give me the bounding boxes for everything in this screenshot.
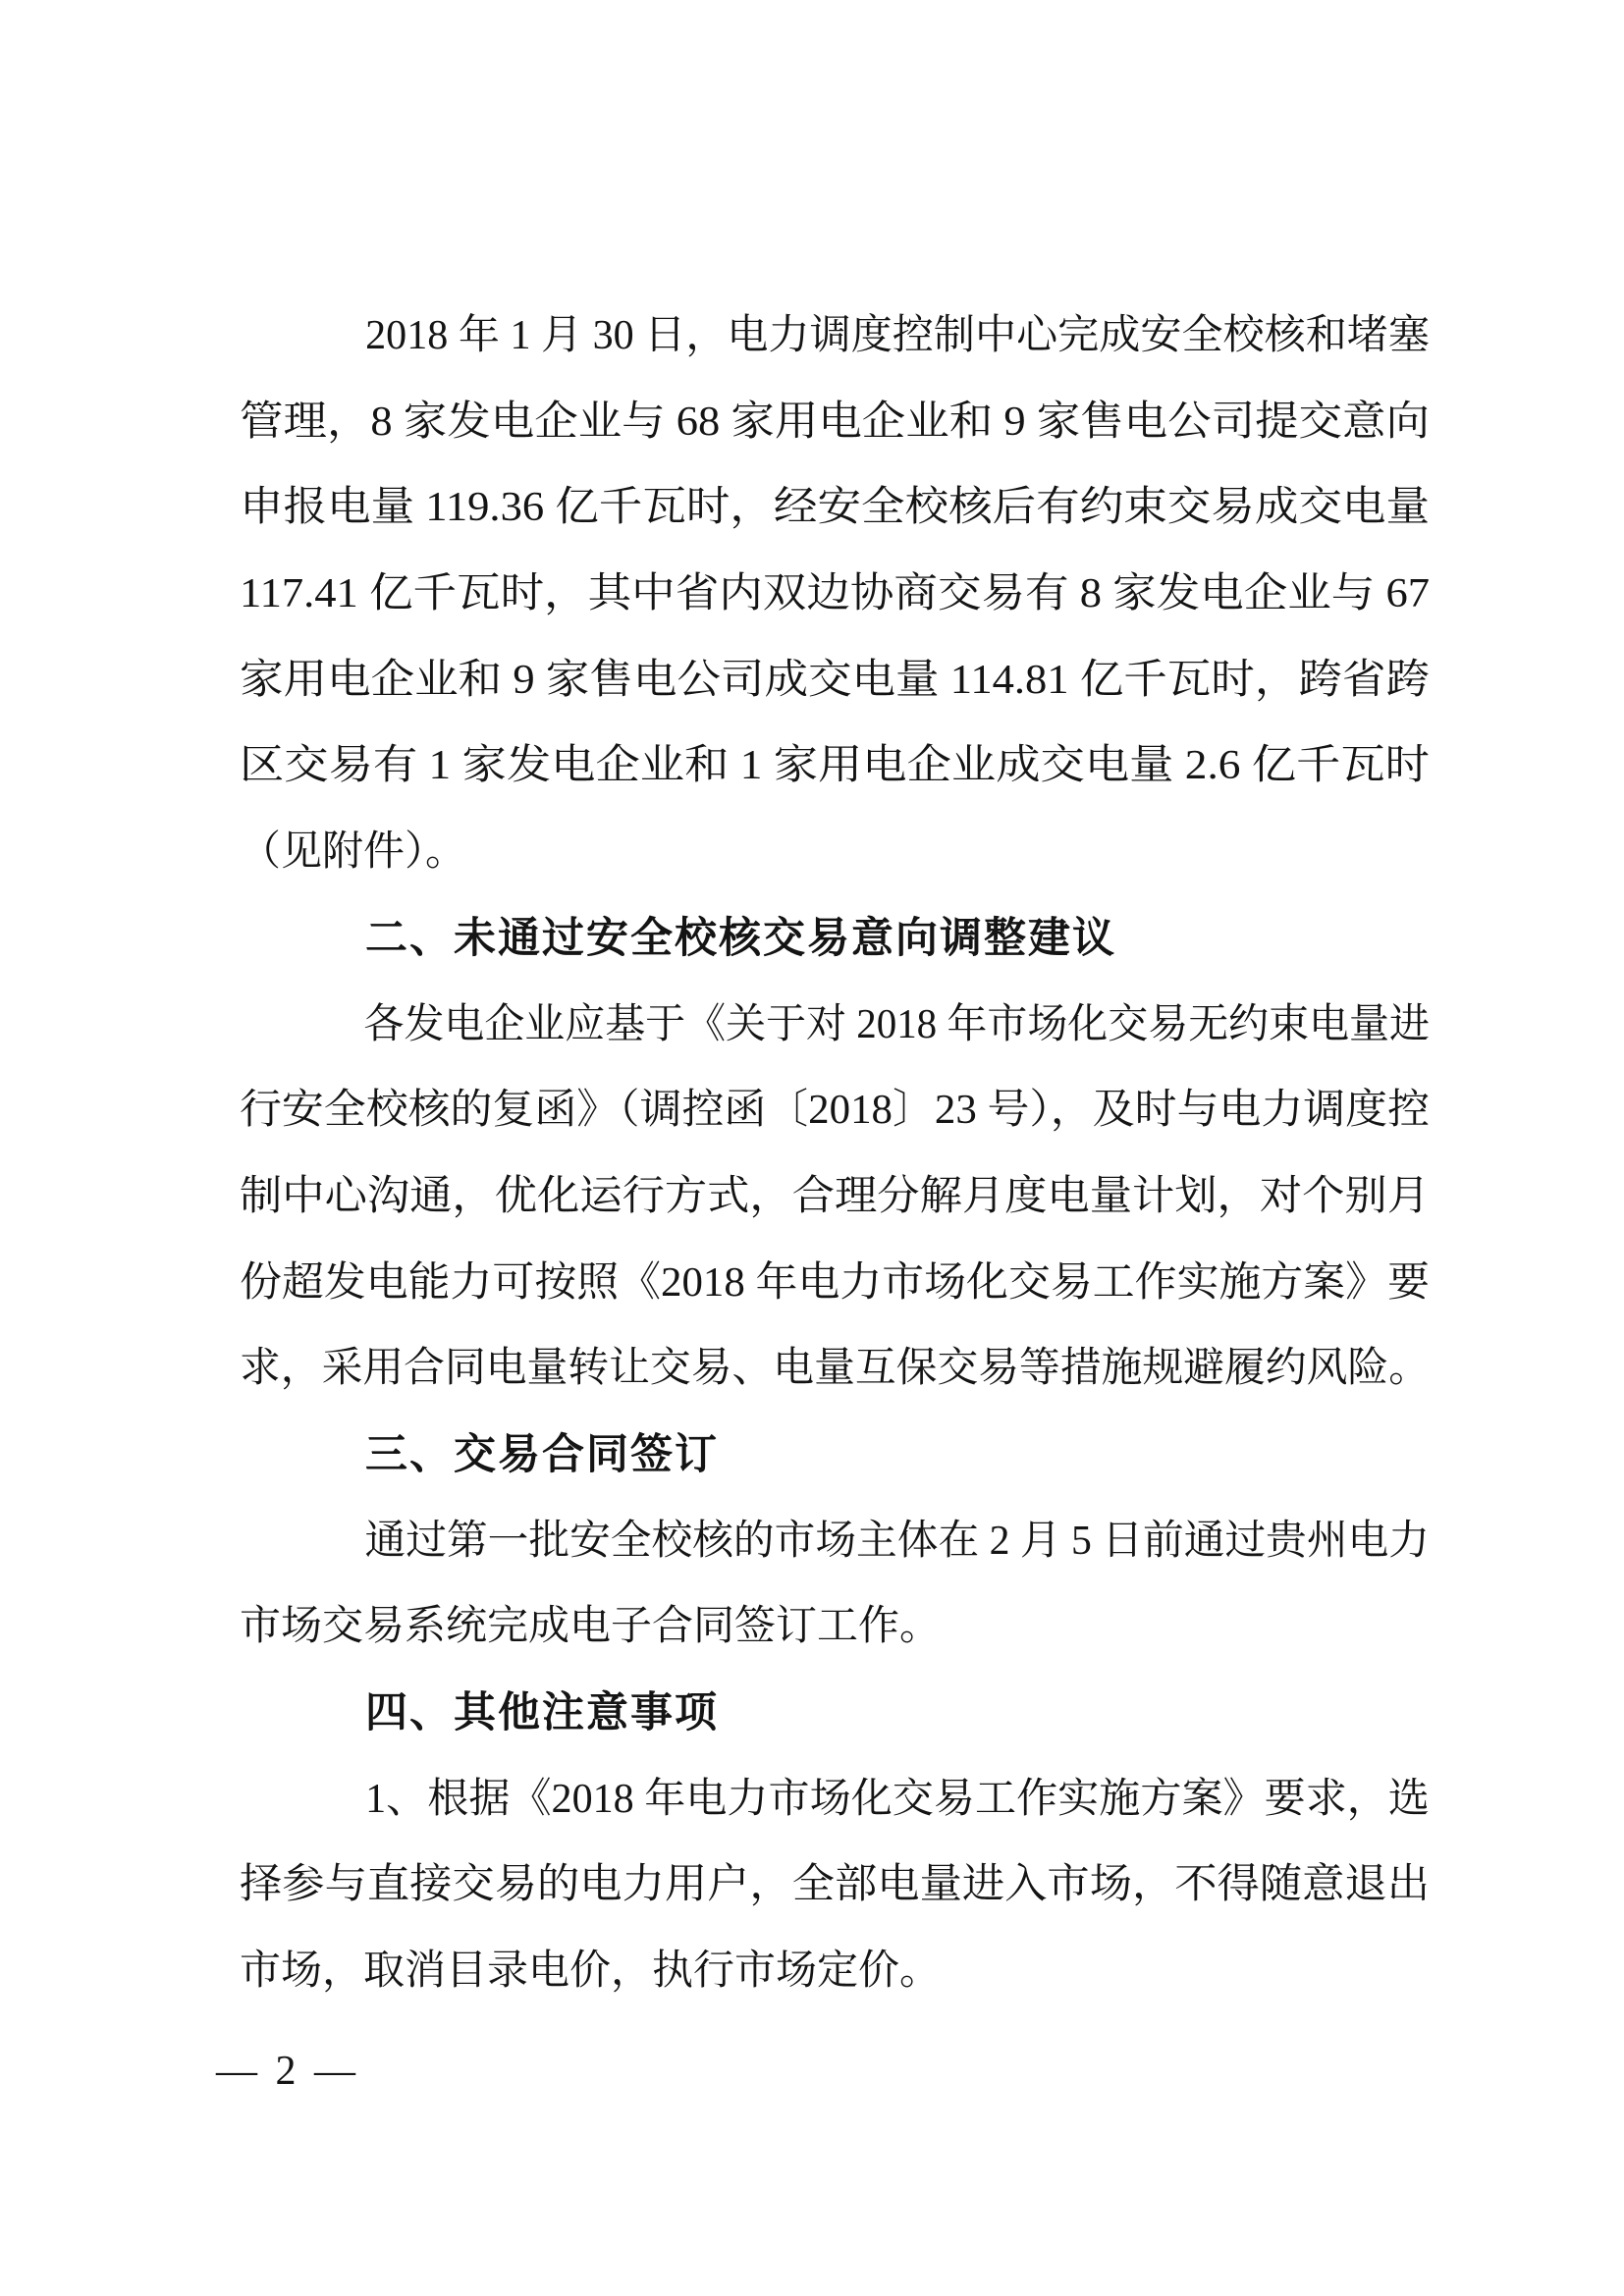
- text-line: [240, 810, 1430, 896]
- text-line-content: 117.41 亿千瓦时，其中省内双边协商交易有 8 家发电企业与 67: [240, 571, 1430, 617]
- text-line: [240, 1154, 1430, 1241]
- text-line-content: 家用电企业和 9 家售电公司成交电量 114.81 亿千瓦时，跨省跨: [240, 657, 1430, 703]
- text-line: [240, 552, 1430, 638]
- text-line-content: （见附件）。: [240, 829, 467, 876]
- text-line: [240, 1584, 1430, 1671]
- text-line: [240, 638, 1430, 724]
- text-line: [240, 1929, 1430, 2015]
- text-line-content: 制中心沟通，优化运行方式，合理分解月度电量计划，对个别月: [240, 1173, 1430, 1219]
- text-line-content: 市场交易系统完成电子合同签订工作。: [240, 1604, 942, 1650]
- text-line: [240, 1326, 1430, 1413]
- text-line-content: 行安全校核的复函》（调控函〔2018〕23 号），及时与电力调度控: [240, 1088, 1430, 1134]
- section-heading-text: 二、未通过安全校核交易意向调整建议: [365, 914, 1116, 962]
- text-line: [240, 1241, 1430, 1327]
- text-line-content: 管理，8 家发电企业与 68 家用电企业和 9 家售电公司提交意向: [240, 399, 1430, 445]
- text-line-content: 2018 年 1 月 30 日，电力调度控制中心完成安全校核和堵塞: [365, 313, 1430, 358]
- text-line-content: 市场，取消目录电价，执行市场定价。: [240, 1949, 942, 1995]
- text-line-content: 求，采用合同电量转让交易、电量互保交易等措施规避履约风险。: [240, 1346, 1430, 1392]
- page-number: — 2 —: [216, 2049, 359, 2094]
- text-line: [240, 380, 1430, 466]
- text-line-content: 1、根据《2018 年电力市场化交易工作实施方案》要求，选: [365, 1776, 1430, 1822]
- text-line: [240, 723, 1430, 810]
- text-line: [240, 1499, 1430, 1585]
- section-heading-text: 四、其他注意事项: [365, 1689, 719, 1736]
- section-heading-text: 三、交易合同签订: [365, 1430, 719, 1478]
- document-body: [240, 294, 1430, 2015]
- text-line: [240, 1068, 1430, 1154]
- text-line-content: 各发电企业应基于《关于对 2018 年市场化交易无约束电量进: [363, 1001, 1431, 1047]
- text-line-content: 份超发电能力可按照《2018 年电力市场化交易工作实施方案》要: [240, 1259, 1430, 1306]
- text-line-content: 择参与直接交易的电力用户，全部电量进入市场，不得随意退出: [240, 1862, 1430, 1908]
- text-line-content: 申报电量 119.36 亿千瓦时，经安全校核后有约束交易成交电量: [240, 485, 1430, 531]
- text-line-content: 通过第一批安全校核的市场主体在 2 月 5 日前通过贵州电力: [364, 1518, 1430, 1564]
- text-line-content: 区交易有 1 家发电企业和 1 家用电企业成交电量 2.6 亿千瓦时: [240, 743, 1430, 789]
- text-line: [240, 465, 1430, 552]
- section-heading-3: [240, 1413, 1430, 1499]
- section-heading-4: [240, 1671, 1430, 1757]
- text-line: [240, 294, 1430, 380]
- text-line: [240, 983, 1430, 1069]
- text-line: [240, 1842, 1430, 1929]
- text-line: [240, 1757, 1430, 1843]
- section-heading-2: [240, 896, 1430, 983]
